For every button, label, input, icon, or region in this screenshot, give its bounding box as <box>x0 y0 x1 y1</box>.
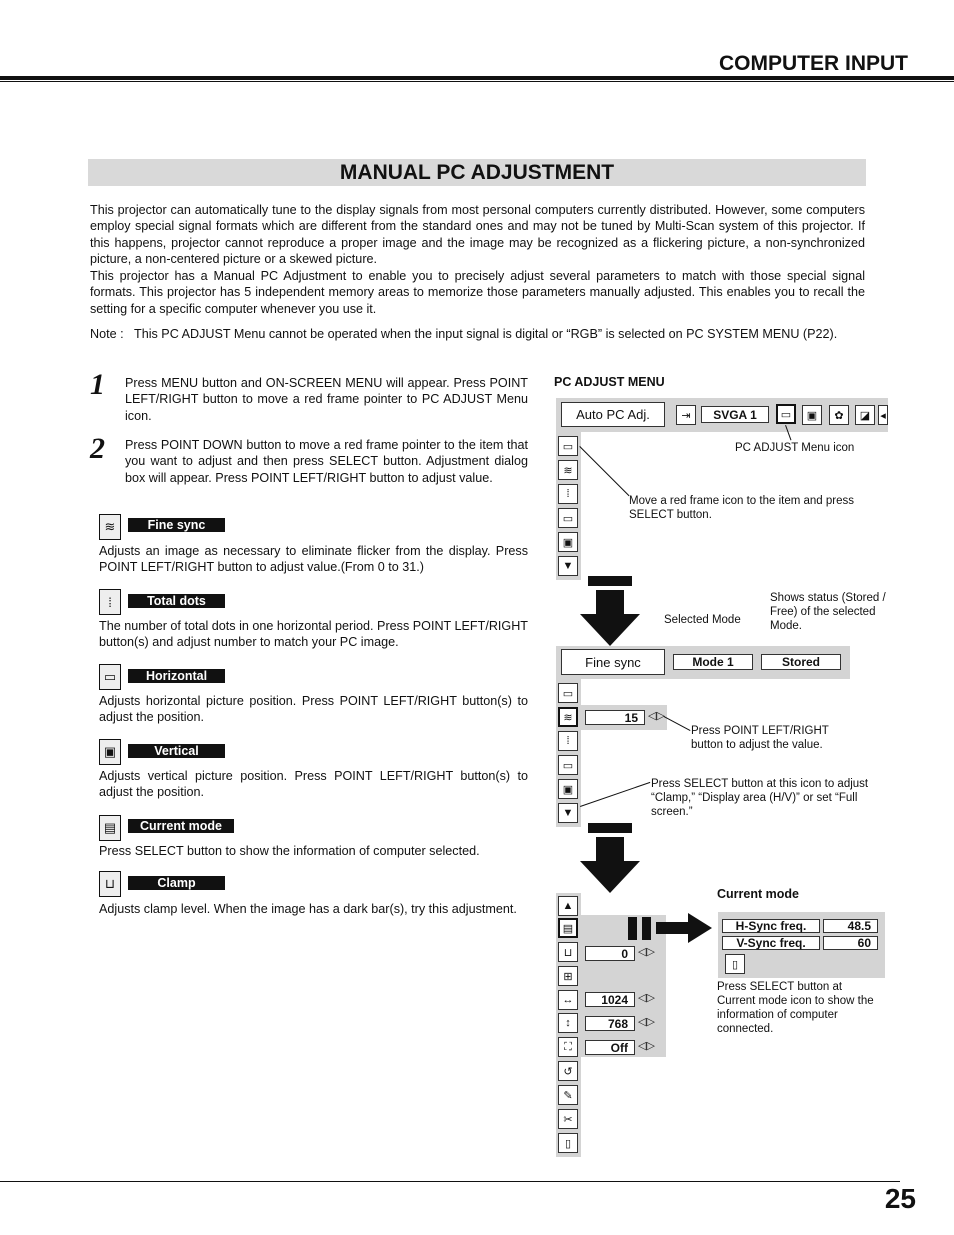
fine-sync-value[interactable]: 15 <box>585 710 645 725</box>
menu1-horizontal-icon[interactable]: ▭ <box>558 508 578 528</box>
fine-sync-icon: ≋ <box>99 514 121 540</box>
current-mode-icon: ▤ <box>99 815 121 841</box>
arrow2-cap <box>588 823 632 833</box>
fine-sync-badge: Fine sync <box>128 518 225 532</box>
menu2-horizontal-icon[interactable]: ▭ <box>558 755 578 775</box>
bar-left <box>628 917 637 940</box>
callout-adjust: Press POINT LEFT/RIGHT button to adjust the value. <box>691 725 829 751</box>
clamp-badge: Clamp <box>128 876 225 890</box>
menu3-full-screen-icon[interactable]: ⛶ <box>558 1037 578 1057</box>
total-dots-icon: ⁞ <box>99 589 121 615</box>
fine-sync-arrows-icon[interactable]: ◁▷ <box>648 710 665 722</box>
pc-adjust-menu-icon[interactable]: ▭ <box>776 404 796 424</box>
current-mode-desc: Press SELECT button to show the information of computer selected. <box>99 844 480 858</box>
total-dots-desc: The number of total dots in one horizontal period. Press POINT LEFT/RIGHT button(s) and adjust number to match your PC image. <box>99 619 528 650</box>
menu2-vertical-icon[interactable]: ▣ <box>558 779 578 799</box>
menu2-down-icon[interactable]: ▼ <box>558 803 578 823</box>
hsync-value: 48.5 <box>823 919 878 933</box>
clamp-desc: Adjusts clamp level. When the image has a dark bar(s), try this adjustment. <box>99 902 517 916</box>
menu3-clamp-icon[interactable]: ⊔ <box>558 942 578 962</box>
setting-icon[interactable]: ◪ <box>855 405 875 425</box>
callout-move: Move a red frame icon to the item and press SELECT button. <box>629 495 854 521</box>
fine-sync-menu-label[interactable]: Fine sync <box>561 649 665 675</box>
info-quit-icon[interactable]: ▯ <box>725 954 745 974</box>
current-mode-note: Press SELECT button at Current mode icon to show the information of computer connected. <box>717 981 874 1035</box>
vertical-icon: ▣ <box>99 739 121 765</box>
menu2-total-dots-icon[interactable]: ⁞ <box>558 731 578 751</box>
status-note: Shows status (Stored / Free) of the selected Mode. <box>770 592 886 632</box>
clamp-icon: ⊔ <box>99 871 121 897</box>
input-icon[interactable]: ⇥ <box>676 405 696 425</box>
diagram-heading: PC ADJUST MENU <box>554 375 665 389</box>
menu3-free-icon[interactable]: ✂ <box>558 1109 578 1129</box>
stored-field[interactable]: Stored <box>761 654 841 670</box>
arrow1-cap <box>588 576 632 586</box>
arrow1-shaft <box>596 590 624 614</box>
v-area-value[interactable]: 768 <box>585 1016 635 1031</box>
callout-select: Press SELECT button at this icon to adjust “Clamp,” “Display area (H/V)” or set “Full screen.” <box>651 778 869 818</box>
leader-adjust <box>664 716 691 731</box>
intro-paragraph-2: This projector has a Manual PC Adjustment to enable you to precisely adjust several parameters to match with those special signal formats. This projector has 5 independent memory areas to memorize those parameters manually adjusted. This enables you to recall the setting for a specific computer whenever you use it. <box>90 269 865 316</box>
step-number-1: 1 <box>90 368 105 401</box>
h-area-value[interactable]: 1024 <box>585 992 635 1007</box>
screen-icon[interactable]: ▣ <box>802 405 822 425</box>
auto-pc-adj-button[interactable]: Auto PC Adj. <box>561 402 665 427</box>
fine-sync-desc: Adjusts an image as necessary to eliminate flicker from the display. Press POINT LEFT/RIGHT button to adjust value.(From 0 to 31.) <box>99 544 528 575</box>
header-rule-thin <box>0 81 954 82</box>
menu3-v-area-icon[interactable]: ↕ <box>558 1013 578 1033</box>
full-screen-arrows-icon[interactable]: ◁▷ <box>638 1040 655 1052</box>
clamp-value[interactable]: 0 <box>585 946 635 961</box>
header-rule <box>0 76 954 80</box>
step-text-2: Press POINT DOWN button to move a red frame pointer to the item that you want to adjust and then press SELECT button. Adjustment dialog box will appear. Press POINT LEFT/RIGHT button to adjust value. <box>125 438 528 485</box>
menu3-current-mode-icon[interactable]: ▤ <box>558 918 578 938</box>
menu3-up-icon[interactable]: ▲ <box>558 896 578 916</box>
menu3-h-area-icon[interactable]: ↔ <box>558 990 578 1010</box>
hsync-label: H-Sync freq. <box>722 919 820 933</box>
page-number: 25 <box>884 1183 916 1214</box>
menu3-value-panel <box>581 915 666 1057</box>
leader-select <box>580 782 650 807</box>
step-number-2: 2 <box>90 432 105 465</box>
vsync-value: 60 <box>823 936 878 950</box>
current-mode-badge: Current mode <box>128 819 234 833</box>
menu2-pc-icon[interactable]: ▭ <box>558 683 578 703</box>
section-header: COMPUTER INPUT <box>719 52 908 75</box>
arrow2-shaft <box>596 837 624 861</box>
current-mode-pointer-arrow <box>656 913 712 943</box>
menu1-total-dots-icon[interactable]: ⁞ <box>558 484 578 504</box>
v-area-arrows-icon[interactable]: ◁▷ <box>638 1016 655 1028</box>
step-text-1: Press MENU button and ON-SCREEN MENU will appear. Press POINT LEFT/RIGHT button to move a red frame pointer to PC ADJUST Menu icon. <box>125 376 528 423</box>
page-title: MANUAL PC ADJUSTMENT <box>88 159 866 186</box>
selected-mode-label: Selected Mode <box>664 614 741 626</box>
clamp-arrows-icon[interactable]: ◁▷ <box>638 946 655 958</box>
mode-field[interactable]: SVGA 1 <box>701 406 769 423</box>
arrow2-head <box>580 861 640 893</box>
menu3-display-area-icon[interactable]: ⊞ <box>558 966 578 986</box>
color-icon[interactable]: ✿ <box>829 405 849 425</box>
menu3-store-icon[interactable]: ✎ <box>558 1085 578 1105</box>
footer-rule <box>0 1181 900 1182</box>
vsync-label: V-Sync freq. <box>722 936 820 950</box>
callout-menu-icon: PC ADJUST Menu icon <box>735 442 855 454</box>
menu3-quit-icon[interactable]: ▯ <box>558 1133 578 1153</box>
menu1-pc-icon[interactable]: ▭ <box>558 436 578 456</box>
horizontal-desc: Adjusts horizontal picture position. Press POINT LEFT/RIGHT button(s) to adjust the position. <box>99 694 528 725</box>
horizontal-icon: ▭ <box>99 664 121 690</box>
menu1-vertical-icon[interactable]: ▣ <box>558 532 578 552</box>
arrow1-head <box>580 614 640 646</box>
horizontal-badge: Horizontal <box>128 669 225 683</box>
menu1-fine-sync-icon[interactable]: ≋ <box>558 460 578 480</box>
full-screen-value[interactable]: Off <box>585 1040 635 1055</box>
intro-paragraph-1: This projector can automatically tune to the display signals from most personal computers currently distributed. However, some computers employ special signal formats which are different from the standard ones and may not be tuned by Multi-Scan system of this projector. If this happens, projector cannot reproduce a proper image and the image may be recognized as a flickering picture, a non-synchronized picture, a non-centered picture or a skewed picture. <box>90 203 865 266</box>
menu2-fine-sync-icon[interactable]: ≋ <box>558 707 578 727</box>
menu1-down-icon[interactable]: ▼ <box>558 556 578 576</box>
menu3-reset-icon[interactable]: ↺ <box>558 1061 578 1081</box>
vertical-desc: Adjusts vertical picture position. Press POINT LEFT/RIGHT button(s) to adjust the position. <box>99 769 528 800</box>
note-text: This PC ADJUST Menu cannot be operated when the input signal is digital or “RGB” is selected on PC SYSTEM MENU (P22). <box>134 327 838 341</box>
next-icon[interactable]: ◂ <box>878 405 888 425</box>
mode1-field[interactable]: Mode 1 <box>673 654 753 670</box>
current-mode-heading: Current mode <box>717 887 799 901</box>
leader-move <box>579 446 629 496</box>
note-label: Note : <box>90 327 124 341</box>
h-area-arrows-icon[interactable]: ◁▷ <box>638 992 655 1004</box>
total-dots-badge: Total dots <box>128 594 225 608</box>
vertical-badge: Vertical <box>128 744 225 758</box>
bar-right <box>642 917 651 940</box>
